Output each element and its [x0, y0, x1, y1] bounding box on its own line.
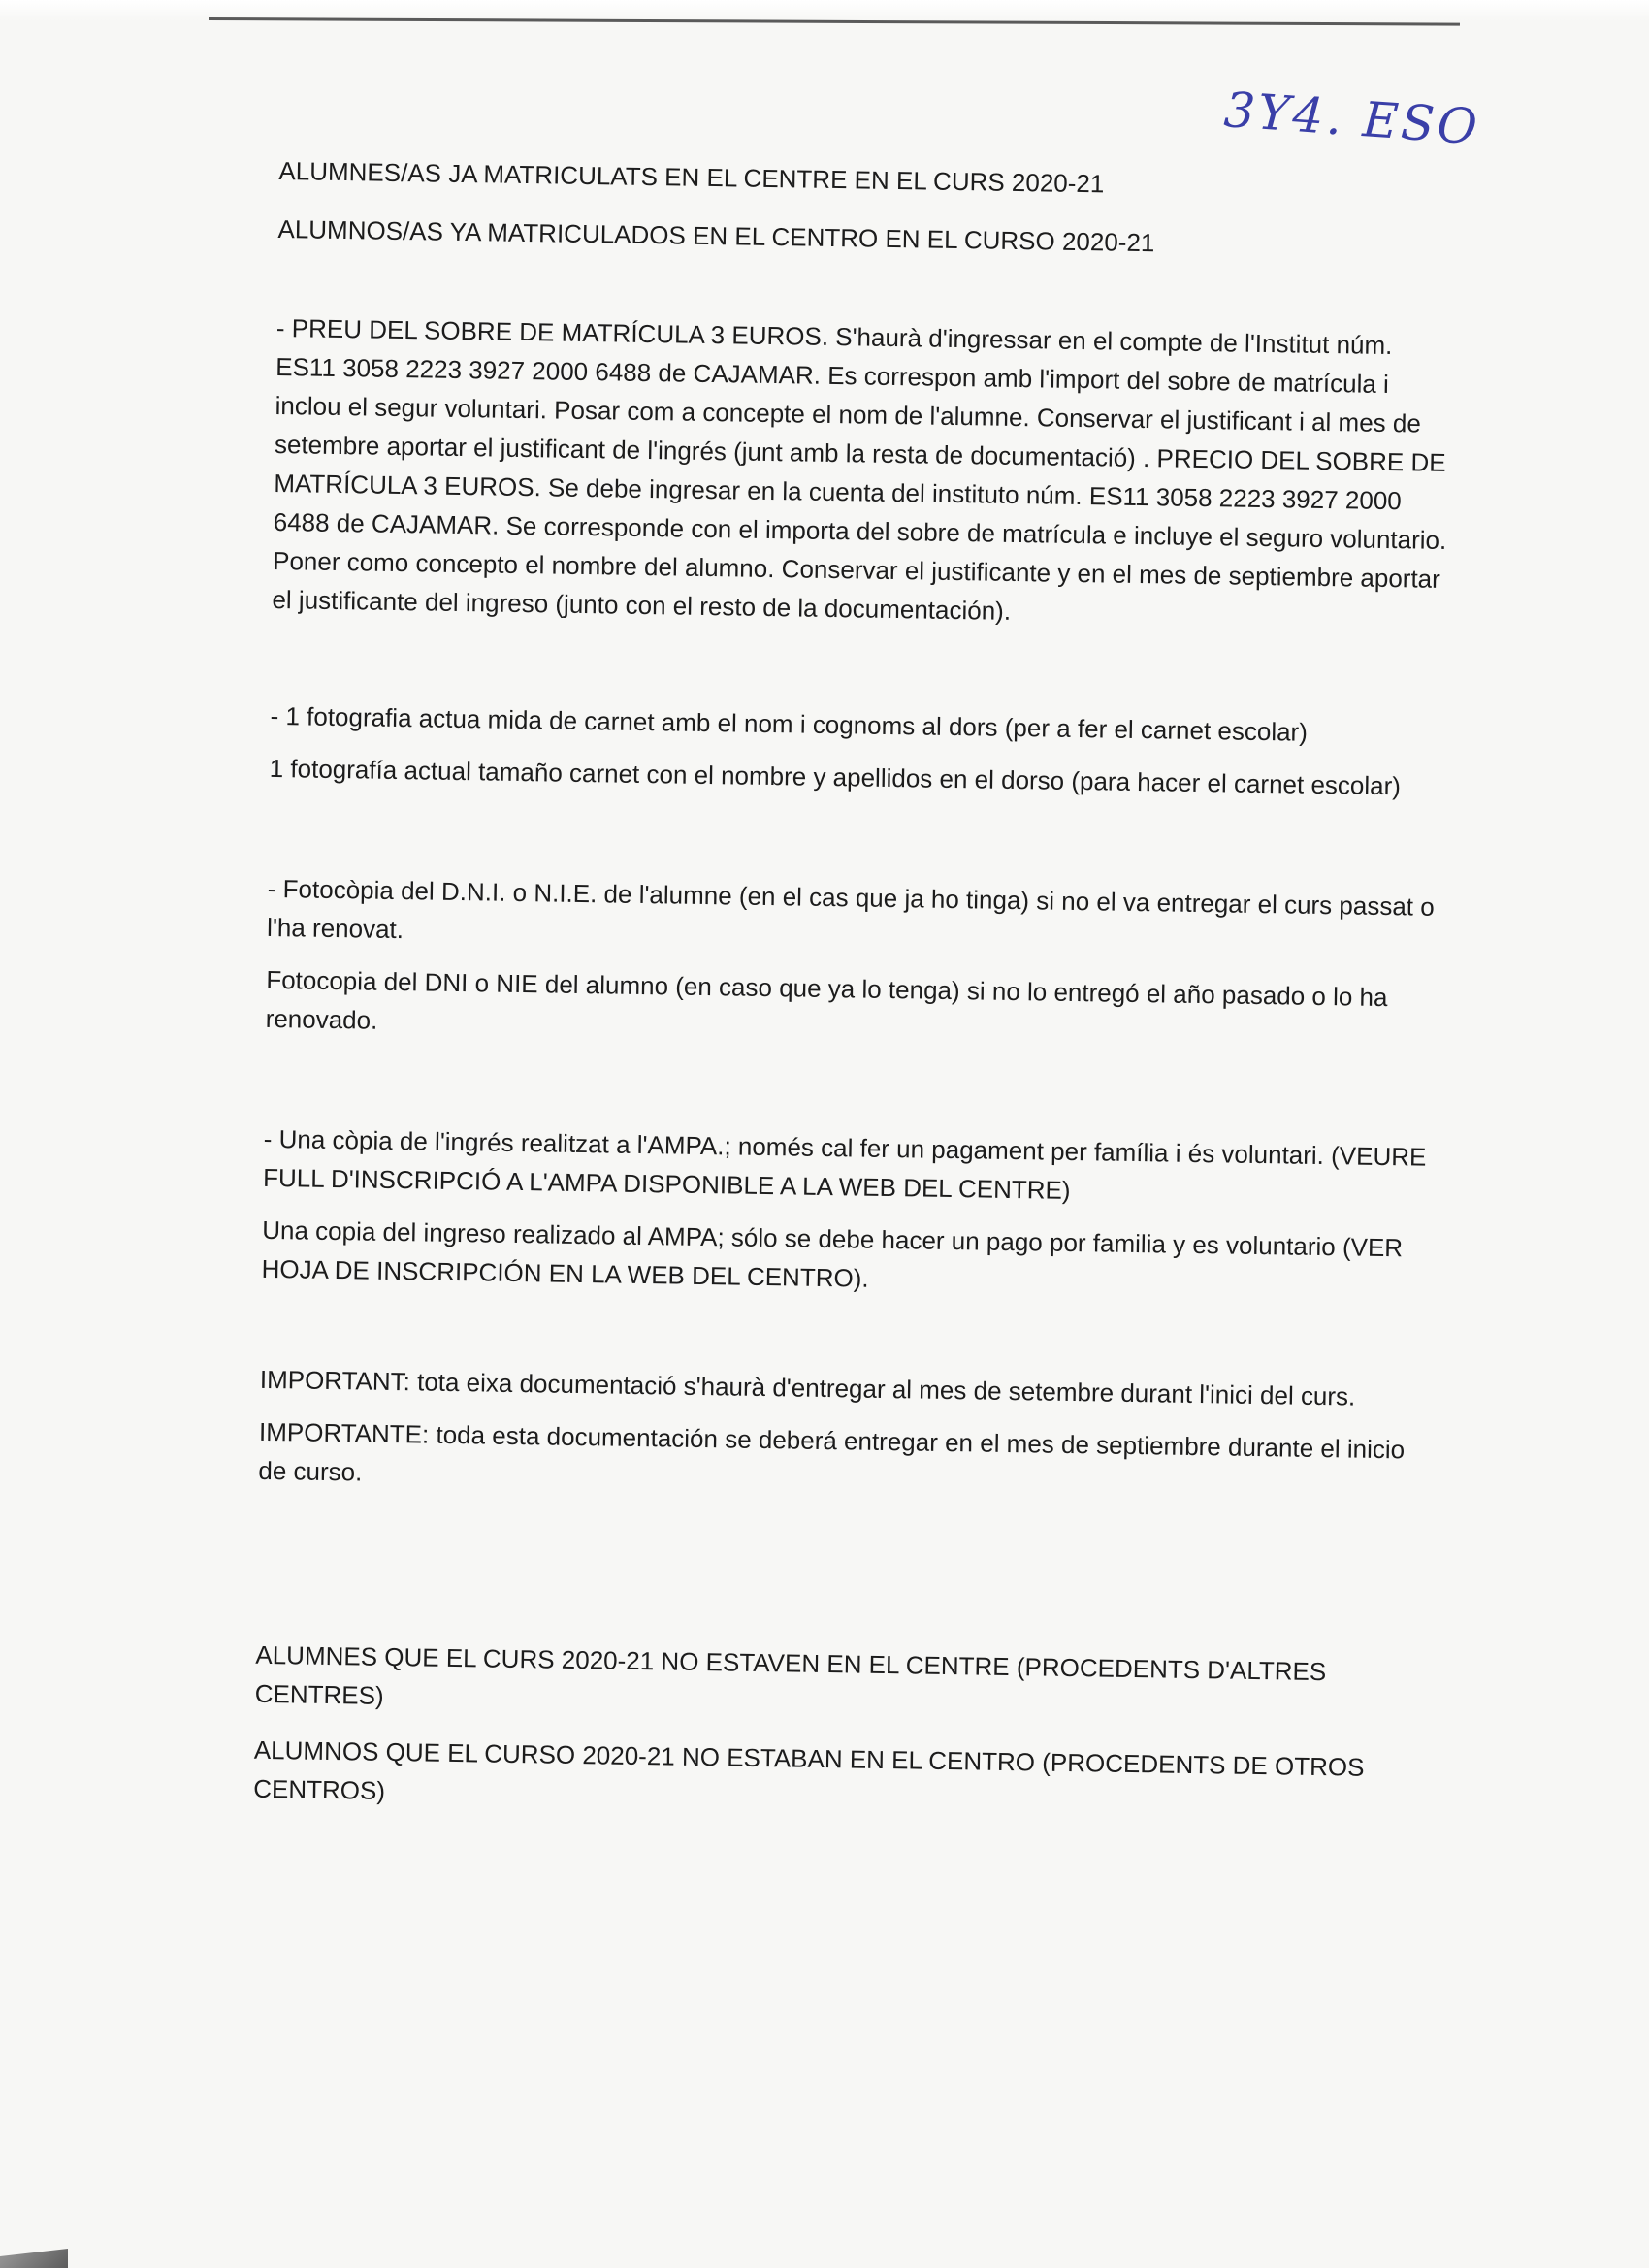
heading-new-students-catalan: ALUMNES QUE EL CURS 2020-21 NO ESTAVEN EN EL CENTRE (PROCEDENTS D'ALTRES CENTRES) — [254, 1639, 1327, 1710]
document-body — [253, 136, 1453, 1827]
photo-requirement-catalan: - 1 fotografia actua mida de carnet amb el nom i cognoms al dors (per a fer el carnet escolar) — [270, 700, 1309, 747]
heading-new-students-spanish: ALUMNOS QUE EL CURSO 2020-21 NO ESTABAN EN EL CENTRO (PROCEDENTS DE OTROS CENTROS) — [252, 1734, 1365, 1805]
ampa-payment-spanish: Una copia del ingreso realizado al AMPA; sólo se debe hacer un pago por familia y es voluntario (VER HOJA DE INSCRIPCIÓN EN LA WEB DEL CENTRO). — [261, 1215, 1404, 1293]
id-copy-requirement-catalan: - Fotocòpia del D.N.I. o N.I.E. de l'alumne (en el cas que ja ho tinga) si no el va entregar el curs passat o l'ha renovat. — [266, 873, 1435, 945]
heading-enrolled-catalan: ALUMNES/AS JA MATRICULATS EN EL CENTRE EN EL CURS 2020-21 — [278, 155, 1105, 199]
heading-enrolled-spanish: ALUMNOS/AS YA MATRICULADOS EN EL CENTRO EN EL CURSO 2020-21 — [277, 213, 1155, 258]
scan-corner-shadow — [0, 2249, 68, 2268]
enrollment-fee-paragraph: - PREU DEL SOBRE DE MATRÍCULA 3 EUROS. S'haurà d'ingressar en el compte de l'Institut núm. ES11 3058 2223 3927 2000 6488 de CAJAMAR. Es correspon amb l'import del sobre de matrícula i inclou el segur voluntari. Posar com a concepte el nom de l'alumne. Conservar el justificant i al mes de setembre aportar el justificant de l'ingrés (junt amb la resta de documentació) . PRECIO DEL SOBRE DE MATRÍCULA 3 EUROS. Se debe ingresar en la cuenta del instituto núm. ES11 3058 2223 3927 2000 6488 de CAJAMAR. Se corresponde con el importa del sobre de matrícula e incluye el seguro voluntario. Poner como concepto el nombre del alumno. Conservar el justificante y en el mes de septiembre aportar el justificante del ingreso (junto con el resto de la documentación). — [272, 312, 1447, 626]
handwritten-note: 3Y4. ESO — [1221, 81, 1482, 156]
important-note-spanish: IMPORTANTE: toda esta documentación se deberá entregar en el mes de septiembre durante el inicio de curso. — [258, 1416, 1406, 1487]
photo-requirement-spanish: 1 fotografía actual tamaño carnet con el nombre y apellidos en el dorso (para hacer el carnet escolar) — [269, 753, 1402, 801]
ampa-payment-catalan: - Una còpia de l'ingrés realitzat a l'AMPA.; només cal fer un pagament per família i és voluntari. (VEURE FULL D'INSCRIPCIÓ A L'AMPA DISPONIBLE A LA WEB DEL CENTRE) — [262, 1123, 1427, 1205]
id-copy-requirement-spanish: Fotocopia del DNI o NIE del alumno (en caso que ya lo tenga) si no lo entregó el año pasado o lo ha renovado. — [265, 964, 1388, 1035]
important-note-catalan: IMPORTANT: tota eixa documentació s'haurà d'entregar al mes de setembre durant l'inici del curs. — [259, 1364, 1356, 1411]
